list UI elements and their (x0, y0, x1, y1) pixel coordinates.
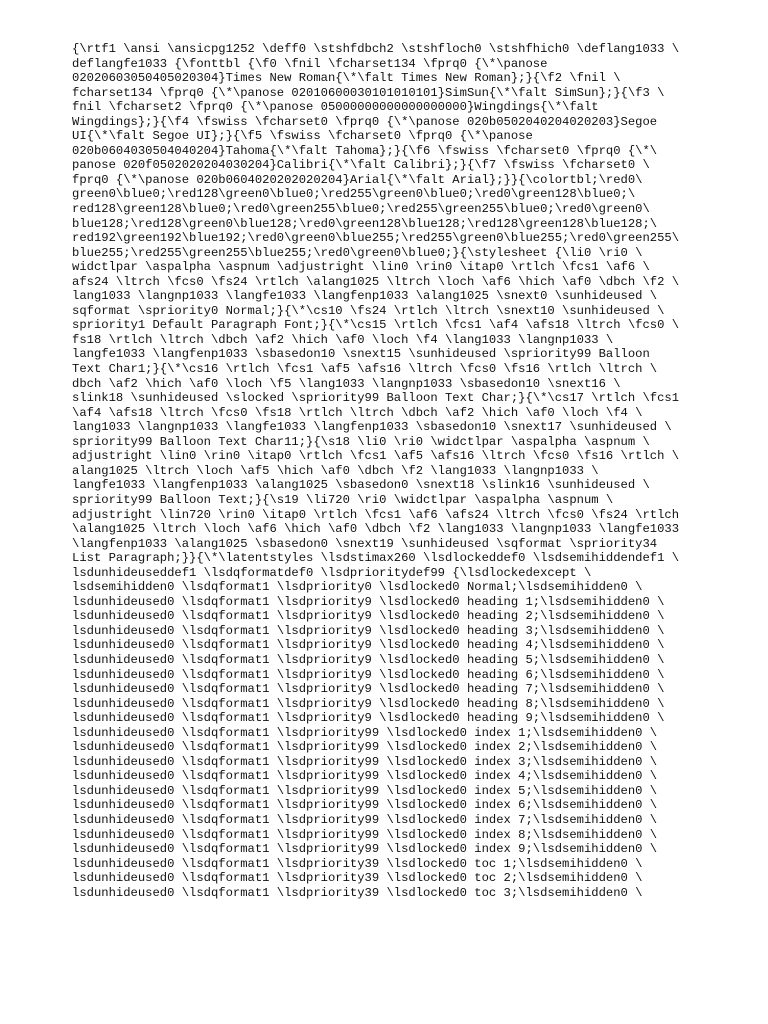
text-line: fcharset134 \fprq0 {\*\panose 02010600030101010101}SimSun{\*\falt SimSun};}{\f3 \ (72, 85, 665, 100)
text-line: lsdunhideused0 \lsdqformat1 \lsdpriority99 \lsdlocked0 index 6;\lsdsemihidden0 \ (72, 798, 658, 813)
text-line: \langfenp1033 \alang1025 \sbasedon0 \snext19 \sunhideused \sqformat \spriority34 (72, 536, 658, 551)
text-line: lsdunhideused0 \lsdqformat1 \lsdpriority39 \lsdlocked0 toc 1;\lsdsemihidden0 \ (72, 856, 643, 871)
text-line: lang1033 \langnp1033 \langfe1033 \langfenp1033 \sbasedon10 \snext17 \sunhideused \ (72, 420, 672, 435)
text-line: slink18 \sunhideused \slocked \spriority99 Balloon Text Char;}{\*\cs17 \rtlch \fcs1 (72, 391, 680, 406)
text-line: widctlpar \aspalpha \aspnum \adjustright \lin0 \rin0 \itap0 \rtlch \fcs1 \af6 \ (72, 260, 650, 275)
text-line: lsdunhideused0 \lsdqformat1 \lsdpriority9 \lsdlocked0 heading 5;\lsdsemihidden0 \ (72, 652, 665, 667)
text-line: lsdunhideused0 \lsdqformat1 \lsdpriority9 \lsdlocked0 heading 9;\lsdsemihidden0 \ (72, 711, 665, 726)
text-line: panose 020f0502020204030204}Calibri{\*\falt Calibri};}{\f7 \fswiss \fcharset0 \ (72, 158, 650, 173)
text-line: lsdunhideused0 \lsdqformat1 \lsdpriority39 \lsdlocked0 toc 2;\lsdsemihidden0 \ (72, 871, 643, 886)
text-line: lsdsemihidden0 \lsdqformat1 \lsdpriority0 \lsdlocked0 Normal;\lsdsemihidden0 \ (72, 580, 643, 595)
text-line: lsdunhideused0 \lsdqformat1 \lsdpriority99 \lsdlocked0 index 5;\lsdsemihidden0 \ (72, 783, 658, 798)
text-line: \alang1025 \ltrch \loch \af6 \hich \af0 \dbch \f2 \lang1033 \langnp1033 \langfe1033 (72, 522, 680, 537)
text-line: lsdunhideused0 \lsdqformat1 \lsdpriority99 \lsdlocked0 index 8;\lsdsemihidden0 \ (72, 827, 658, 842)
text-line: lsdunhideused0 \lsdqformat1 \lsdpriority9 \lsdlocked0 heading 6;\lsdsemihidden0 \ (72, 667, 665, 682)
text-line: green0\blue0;\red128\green0\blue0;\red255\green0\blue0;\red0\green128\blue0;\ (72, 187, 636, 202)
text-line: fs18 \rtlch \ltrch \dbch \af2 \hich \af0 \loch \f4 \lang1033 \langnp1033 \ (72, 332, 614, 347)
text-line: lang1033 \langnp1033 \langfe1033 \langfenp1033 \alang1025 \snext0 \sunhideused \ (72, 289, 658, 304)
text-line: sqformat \spriority0 Normal;}{\*\cs10 \fs24 \rtlch \ltrch \snext10 \sunhideused \ (72, 303, 665, 318)
text-line: lsdunhideused0 \lsdqformat1 \lsdpriority99 \lsdlocked0 index 2;\lsdsemihidden0 \ (72, 740, 658, 755)
text-line: afs24 \ltrch \fcs0 \fs24 \rtlch \alang1025 \ltrch \loch \af6 \hich \af0 \dbch \f2 \ (72, 274, 680, 289)
text-line: Text Char1;}{\*\cs16 \rtlch \fcs1 \af5 \afs16 \ltrch \fcs0 \fs16 \rtlch \ltrch \ (72, 362, 658, 377)
text-line: 020b0604030504040204}Tahoma{\*\falt Tahoma};}{\f6 \fswiss \fcharset0 \fprq0 {\*\ (72, 143, 658, 158)
text-line: lsdunhideused0 \lsdqformat1 \lsdpriority99 \lsdlocked0 index 9;\lsdsemihidden0 \ (72, 842, 658, 857)
text-line: lsdunhideused0 \lsdqformat1 \lsdpriority39 \lsdlocked0 toc 3;\lsdsemihidden0 \ (72, 885, 643, 900)
text-line: lsdunhideused0 \lsdqformat1 \lsdpriority99 \lsdlocked0 index 4;\lsdsemihidden0 \ (72, 769, 658, 784)
text-line: red128\green128\blue0;\red0\green255\blue0;\red255\green255\blue0;\red0\green0\ (72, 202, 650, 217)
text-line: lsdunhideuseddef1 \lsdqformatdef0 \lsdprioritydef99 {\lsdlockedexcept \ (72, 565, 592, 580)
text-line: Wingdings};}{\f4 \fswiss \fcharset0 \fprq0 {\*\panose 020b0502040204020203}Segoe (72, 114, 658, 129)
text-line: lsdunhideused0 \lsdqformat1 \lsdpriority9 \lsdlocked0 heading 1;\lsdsemihidden0 \ (72, 594, 665, 609)
text-line: UI{\*\falt Segoe UI};}{\f5 \fswiss \fcharset0 \fprq0 {\*\panose (72, 129, 533, 144)
text-line: spriority1 Default Paragraph Font;}{\*\cs15 \rtlch \fcs1 \af4 \afs18 \ltrch \fcs0 \ (72, 318, 680, 333)
text-line: 02020603050405020304}Times New Roman{\*\falt Times New Roman};}{\f2 \fnil \ (72, 71, 621, 86)
text-line: langfe1033 \langfenp1033 \alang1025 \sbasedon0 \snext18 \slink16 \sunhideused \ (72, 478, 650, 493)
text-line: spriority99 Balloon Text;}{\s19 \li720 \ri0 \widctlpar \aspalpha \aspnum \ (72, 492, 614, 507)
text-line: {\rtf1 \ansi \ansicpg1252 \deff0 \stshfdbch2 \stshfloch0 \stshfhich0 \deflang1033 \ (72, 42, 680, 56)
text-line: fprq0 {\*\panose 020b0604020202020204}Arial{\*\falt Arial};}}{\colortbl;\red0\ (72, 172, 643, 187)
text-line: blue128;\red128\green0\blue128;\red0\green128\blue128;\red128\green128\blue128;\ (72, 216, 658, 231)
text-line: lsdunhideused0 \lsdqformat1 \lsdpriority9 \lsdlocked0 heading 8;\lsdsemihidden0 \ (72, 696, 665, 711)
text-line: alang1025 \ltrch \loch \af5 \hich \af0 \dbch \f2 \lang1033 \langnp1033 \ (72, 463, 599, 478)
text-line: spriority99 Balloon Text Char11;}{\s18 \li0 \ri0 \widctlpar \aspalpha \aspnum \ (72, 434, 650, 449)
text-line: fnil \fcharset2 \fprq0 {\*\panose 05000000000000000000}Wingdings{\*\falt (72, 100, 599, 115)
text-line: lsdunhideused0 \lsdqformat1 \lsdpriority99 \lsdlocked0 index 1;\lsdsemihidden0 \ (72, 725, 658, 740)
text-line: red192\green192\blue192;\red0\green0\blue255;\red255\green0\blue255;\red0\green255\ (72, 231, 680, 246)
text-line: blue255;\red255\green255\blue255;\red0\green0\blue0;}{\stylesheet {\li0 \ri0 \ (72, 245, 643, 260)
text-line: lsdunhideused0 \lsdqformat1 \lsdpriority99 \lsdlocked0 index 3;\lsdsemihidden0 \ (72, 754, 658, 769)
text-line: \af4 \afs18 \ltrch \fcs0 \fs18 \rtlch \ltrch \dbch \af2 \hich \af0 \loch \f4 \ (72, 405, 643, 420)
text-line: lsdunhideused0 \lsdqformat1 \lsdpriority9 \lsdlocked0 heading 7;\lsdsemihidden0 \ (72, 682, 665, 697)
text-line: lsdunhideused0 \lsdqformat1 \lsdpriority9 \lsdlocked0 heading 3;\lsdsemihidden0 \ (72, 623, 665, 638)
text-line: List Paragraph;}}{\*\latentstyles \lsdstimax260 \lsdlockeddef0 \lsdsemihiddendef1 \ (72, 551, 680, 566)
text-line: lsdunhideused0 \lsdqformat1 \lsdpriority99 \lsdlocked0 index 7;\lsdsemihidden0 \ (72, 812, 658, 827)
text-line: adjustright \lin0 \rin0 \itap0 \rtlch \fcs1 \af5 \afs16 \ltrch \fcs0 \fs16 \rtlch \ (72, 449, 680, 464)
text-line: dbch \af2 \hich \af0 \loch \f5 \lang1033 \langnp1033 \sbasedon10 \snext16 \ (72, 376, 621, 391)
text-line: langfe1033 \langfenp1033 \sbasedon10 \snext15 \sunhideused \spriority99 Balloon (72, 347, 650, 362)
text-line: adjustright \lin720 \rin0 \itap0 \rtlch \fcs1 \af6 \afs24 \ltrch \fcs0 \fs24 \rtlch (72, 507, 680, 522)
text-line: lsdunhideused0 \lsdqformat1 \lsdpriority9 \lsdlocked0 heading 2;\lsdsemihidden0 \ (72, 609, 665, 624)
rtf-source-text (72, 42, 712, 900)
text-line: deflangfe1033 {\fonttbl {\f0 \fnil \fcharset134 \fprq0 {\*\panose (72, 56, 548, 71)
text-line: lsdunhideused0 \lsdqformat1 \lsdpriority9 \lsdlocked0 heading 4;\lsdsemihidden0 \ (72, 638, 665, 653)
